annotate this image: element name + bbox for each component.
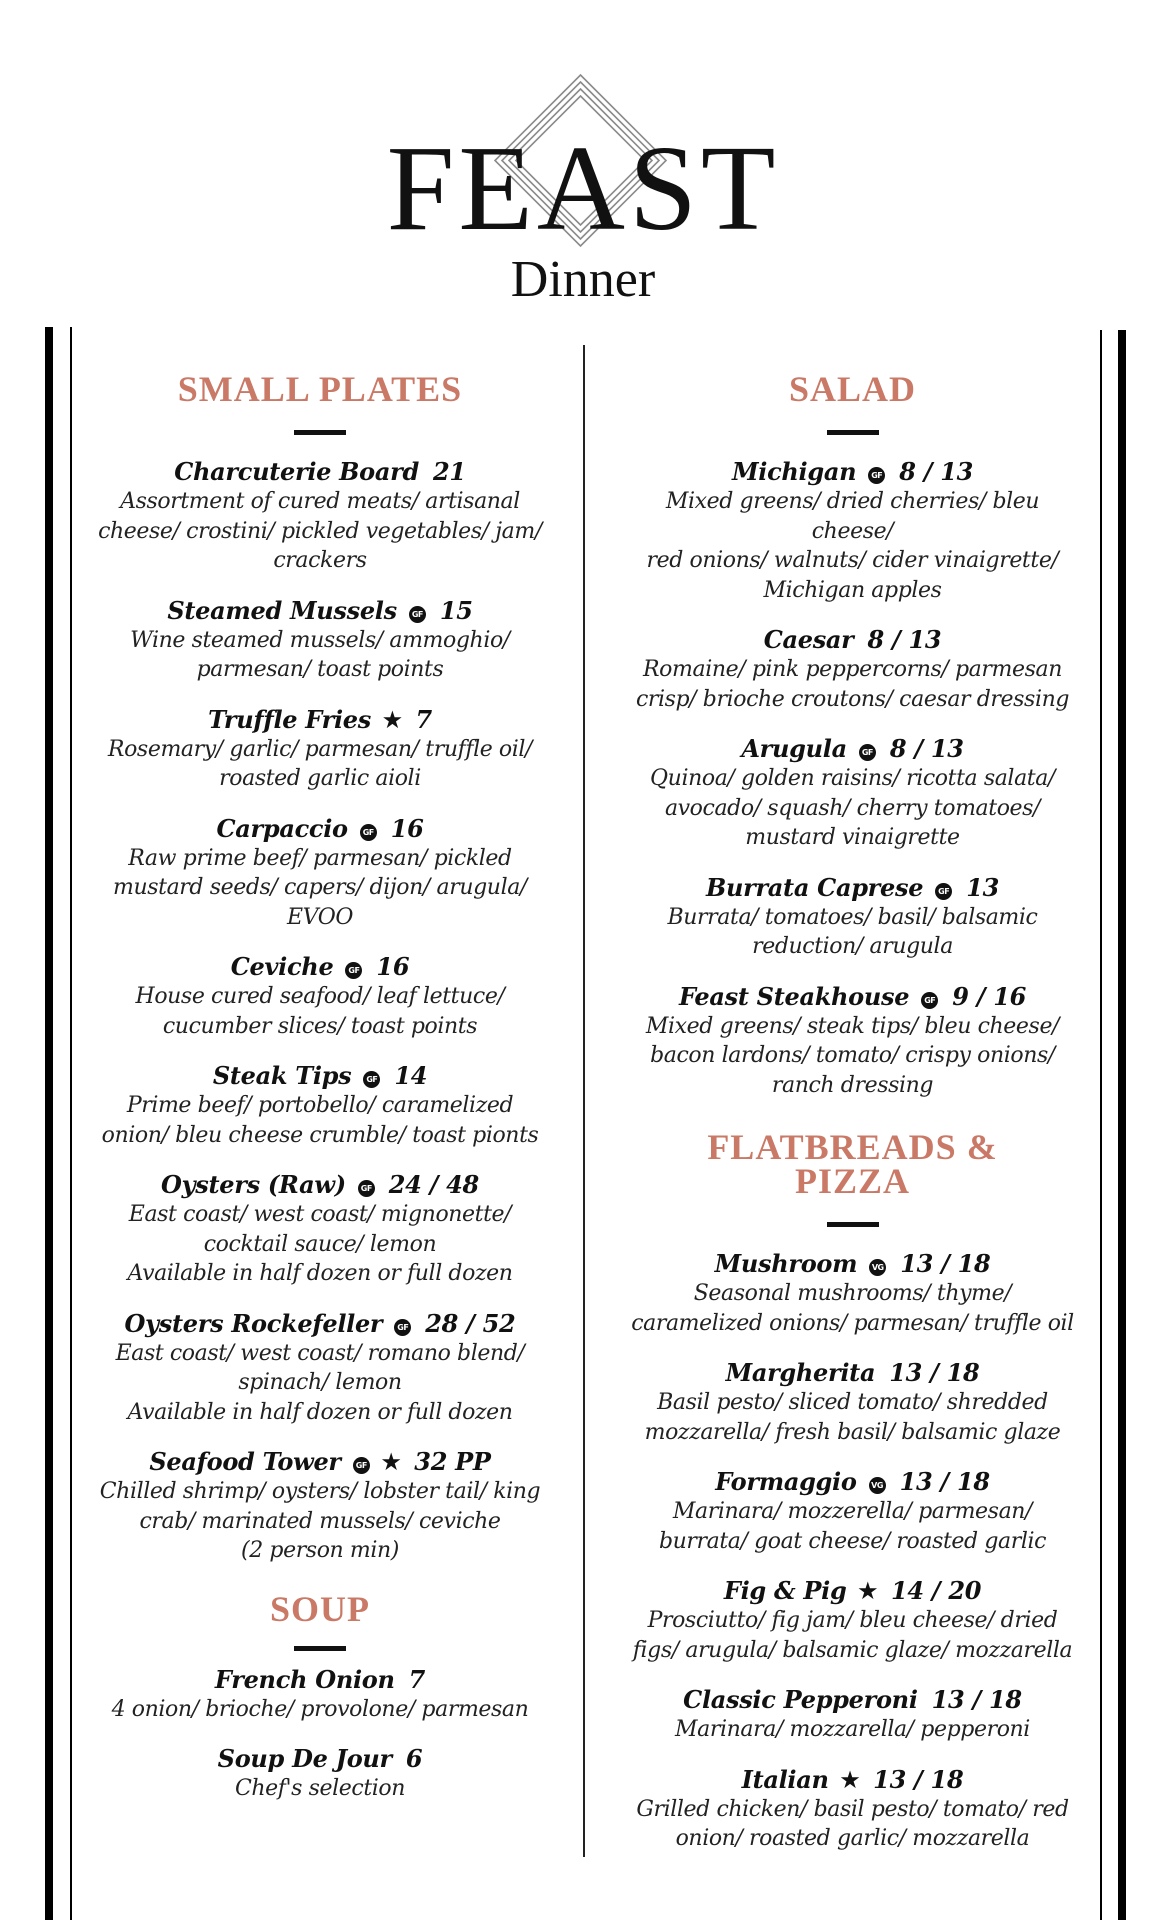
menu-item-description: EVOO [286, 904, 354, 930]
section-title-small-plates: SMALL PLATES [177, 369, 463, 409]
section-title-flatbreads [625, 1127, 1080, 1201]
menu-item-description: spinach/ lemon [238, 1370, 402, 1395]
menu-item-name: Fig & Pig [723, 1576, 847, 1605]
gluten-free-badge-icon: GF [868, 467, 885, 484]
menu-item [625, 1467, 1080, 1556]
frame-bar-right-thin [1100, 330, 1102, 1920]
menu-item [95, 1447, 545, 1566]
gluten-free-badge-icon: GF [921, 992, 938, 1009]
menu-item-name: Oysters (Raw) [161, 1170, 346, 1199]
menu-item-description: reduction/ arugula [752, 934, 953, 959]
menu-item-header [95, 1665, 545, 1695]
menu-item-header [95, 457, 545, 487]
menu-item-description: (2 person min) [241, 1538, 399, 1563]
section-soup [95, 1588, 545, 1804]
menu-item [625, 873, 1080, 962]
menu-item-price: 6 [405, 1744, 423, 1773]
section-title-flatbreads-line-2: PIZZA [794, 1161, 911, 1201]
menu-item [625, 734, 1080, 853]
menu-item-name: Caesar [763, 625, 854, 654]
gluten-free-badge-icon: GF [935, 883, 952, 900]
menu-item [95, 1061, 545, 1150]
menu-item-price: 28 / 52 [425, 1308, 516, 1338]
menu-item-name: Italian [741, 1764, 829, 1794]
menu-item [95, 1170, 545, 1289]
menu-item-header [95, 596, 545, 626]
menu-item-header [625, 1765, 1080, 1795]
menu-item-description: Assortment of cured meats/ artisanal [120, 489, 520, 514]
menu-item-price: 13 / 18 [931, 1685, 1022, 1714]
menu-item-description: East coast/ west coast/ mignonette/ [128, 1202, 512, 1227]
menu-item-header [625, 1467, 1080, 1497]
menu-item-name: Seafood Tower [149, 1447, 341, 1476]
menu-item [625, 1249, 1080, 1338]
frame-bar-left-thin [70, 327, 72, 1920]
vegetarian-badge-icon: VG [869, 1477, 886, 1494]
star-icon: ★ [840, 1766, 860, 1792]
frame-bar-left-thick [45, 327, 53, 1920]
menu-item-description: caramelized onions/ parmesan/ truffle oil [631, 1310, 1074, 1336]
menu-item-description: ranch dressing [771, 1072, 934, 1098]
menu-item-description: Chilled shrimp/ oysters/ lobster tail/ king [99, 1479, 541, 1504]
section-rule [827, 1222, 879, 1227]
menu-item [95, 1309, 545, 1428]
menu-item-description: Marinara/ mozzarella/ pepperoni [675, 1717, 1030, 1742]
menu-item-description: Burrata/ tomatoes/ basil/ balsamic [667, 904, 1038, 930]
menu-item-header [625, 1576, 1080, 1606]
column-divider [583, 345, 585, 1857]
menu-item-description: figs/ arugula/ balsamic glaze/ mozzarella [632, 1637, 1073, 1663]
menu-item-description: onion/ roasted garlic/ mozzarella [675, 1826, 1030, 1851]
menu-item [95, 705, 545, 794]
menu-item-price: 13 / 18 [873, 1764, 964, 1794]
menu-item-name: Steamed Mussels [167, 595, 397, 625]
menu-item-name: Steak Tips [212, 1061, 352, 1090]
menu-item-header [95, 705, 545, 735]
gluten-free-badge-icon: GF [360, 824, 377, 841]
menu-item-description: East coast/ west coast/ romano blend/ [115, 1340, 525, 1366]
menu-item-name: Arugula [741, 734, 847, 763]
menu-item-price: 7 [408, 1664, 426, 1694]
menu-item [625, 457, 1080, 605]
menu-item [625, 1685, 1080, 1745]
menu-item-description: Prime beef/ portobello/ caramelized [126, 1093, 514, 1118]
star-icon: ★ [382, 706, 402, 732]
menu-item-description: Available in half dozen or full dozen [127, 1399, 513, 1425]
menu-item-header [95, 1170, 545, 1200]
menu-list-soup [95, 1665, 545, 1804]
menu-item-price: 13 / 18 [889, 1358, 980, 1387]
menu-item-price: 8 / 13 [899, 457, 974, 486]
section-salad [625, 369, 1080, 1100]
menu-item-description: Mixed greens/ dried cherries/ bleu cheese/ [665, 489, 1040, 544]
menu-item-price: 14 / 20 [890, 1576, 982, 1605]
frame-bar-right-thick [1118, 330, 1126, 1920]
menu-item-price: 24 / 48 [388, 1170, 479, 1199]
menu-item [95, 952, 545, 1041]
left-column [95, 369, 545, 1824]
menu-item-name: Oysters Rockefeller [124, 1308, 383, 1338]
section-rule [294, 430, 346, 435]
menu-item-header [625, 873, 1080, 903]
menu-item-description: roasted garlic aioli [219, 766, 421, 791]
menu-list-flatbreads [625, 1249, 1080, 1854]
menu-item-price: 21 [432, 457, 466, 486]
menu-item-description: mustard seeds/ capers/ dijon/ arugula/ [113, 875, 527, 900]
menu-item-name: French Onion [214, 1664, 395, 1694]
menu-item-header [95, 1447, 545, 1477]
menu-item-price: 8 / 13 [889, 734, 964, 763]
menu-item-header [625, 1685, 1080, 1715]
menu-item-header [95, 952, 545, 982]
menu-item-price: 32 PP [414, 1447, 491, 1476]
menu-item-description: avocado/ squash/ cherry tomatoes/ [664, 795, 1041, 821]
section-title-salad: SALAD [788, 369, 917, 409]
menu-item-description: crackers [273, 548, 367, 573]
gluten-free-badge-icon: GF [394, 1319, 411, 1336]
menu-item-header [625, 734, 1080, 764]
section-small-plates [95, 369, 545, 1566]
menu-item-description: Romaine/ pink peppercorns/ parmesan [643, 657, 1062, 682]
menu-item-name: Charcuterie Board [174, 457, 419, 486]
menu-item-description: House cured seafood/ leaf lettuce/ [135, 984, 505, 1009]
menu-list-salad [625, 457, 1080, 1100]
menu-item-name: Classic Pepperoni [683, 1685, 918, 1714]
menu-item-description: Marinara/ mozzerella/ parmesan/ [672, 1499, 1033, 1524]
section-flatbreads [625, 1127, 1080, 1854]
menu-item-header [625, 982, 1080, 1012]
menu-item-description: burrata/ goat cheese/ roasted garlic [658, 1528, 1047, 1554]
menu-item-price: 7 [415, 704, 432, 734]
menu-item-price: 16 [376, 952, 410, 981]
section-title-flatbreads-line-1: FLATBREADS & [707, 1127, 998, 1167]
menu-item-description: cocktail sauce/ lemon [203, 1231, 437, 1257]
menu-item-header [625, 625, 1080, 655]
menu-item-name: Burrata Caprese [705, 872, 924, 902]
menu-item [95, 596, 545, 685]
menu-item-description: Basil pesto/ sliced tomato/ shredded [657, 1390, 1048, 1415]
star-icon: ★ [858, 1578, 877, 1603]
menu-item-description: mozzarella/ fresh basil/ balsamic glaze [644, 1419, 1061, 1445]
menu-item-price: 16 [390, 813, 424, 843]
menu-item-price: 13 [966, 872, 999, 902]
gluten-free-badge-icon: GF [363, 1071, 380, 1088]
menu-item-description: mustard vinaigrette [745, 825, 960, 850]
brand-title: FEAST [386, 121, 780, 256]
menu-item-price: 15 [439, 595, 473, 625]
menu-item-description: Chef's selection [234, 1776, 406, 1801]
menu-item-description: parmesan/ toast points [196, 657, 444, 682]
menu-item-description: Prosciutto/ fig jam/ bleu cheese/ dried [647, 1608, 1058, 1633]
menu-item [625, 1358, 1080, 1447]
menu-item-description: bacon lardons/ tomato/ crispy onions/ [650, 1043, 1055, 1068]
menu-item-description: onion/ bleu cheese crumble/ toast pionts [101, 1122, 539, 1148]
menu-item-header [95, 1744, 545, 1774]
menu-item-header [95, 1061, 545, 1091]
brand-subtitle: Dinner [510, 251, 656, 308]
menu-item [95, 457, 545, 576]
menu-item [625, 1765, 1080, 1854]
menu-item-header [625, 457, 1080, 487]
gluten-free-badge-icon: GF [353, 1457, 370, 1474]
menu-item-description: Quinoa/ golden raisins/ ricotta salata/ [650, 766, 1055, 791]
menu-item-header [95, 1309, 545, 1339]
menu-item-description: Wine steamed mussels/ ammoghio/ [130, 627, 510, 653]
menu-item-description: Rosemary/ garlic/ parmesan/ truffle oil/ [107, 736, 533, 762]
menu-item-price: 13 / 18 [900, 1249, 991, 1278]
menu-item [95, 1744, 545, 1804]
menu-item-description: Grilled chicken/ basil pesto/ tomato/ red [636, 1796, 1069, 1822]
menu-item-name: Ceviche [230, 952, 334, 981]
gluten-free-badge-icon: GF [409, 606, 426, 623]
star-icon: ★ [381, 1449, 401, 1474]
menu-item-description: Available in half dozen or full dozen [127, 1261, 513, 1286]
menu-item-price: 8 / 13 [867, 625, 942, 654]
menu-item-description: cheese/ crostini/ pickled vegetables/ jam/ [98, 518, 542, 544]
gluten-free-badge-icon: GF [859, 744, 876, 761]
section-title-soup: SOUP [269, 1588, 370, 1629]
menu-item-header [625, 1249, 1080, 1279]
menu-item-description: Michigan apples [763, 577, 942, 603]
menu-item-description: Raw prime beef/ parmesan/ pickled [128, 845, 512, 871]
menu-item-name: Mushroom [714, 1249, 858, 1278]
menu-item-name: Margherita [725, 1358, 876, 1387]
menu-item-description: Seasonal mushrooms/ thyme/ [693, 1281, 1012, 1306]
menu-item-name: Feast Steakhouse [678, 981, 910, 1011]
section-rule [827, 430, 879, 435]
menu-item-header [95, 814, 545, 844]
menu-item-name: Soup De Jour [217, 1744, 392, 1773]
gluten-free-badge-icon: GF [345, 962, 362, 979]
menu-item-name: Truffle Fries [208, 704, 371, 734]
menu-item-name: Carpaccio [216, 813, 348, 843]
menu-item [625, 625, 1080, 714]
vegetarian-badge-icon: VG [869, 1259, 886, 1276]
menu-item-description: 4 onion/ brioche/ provolone/ parmesan [111, 1696, 529, 1722]
menu-item-description: crab/ marinated mussels/ ceviche [139, 1508, 501, 1534]
menu-item-header [625, 1358, 1080, 1388]
menu-item-name: Formaggio [715, 1467, 857, 1496]
menu-item-description: cucumber slices/ toast points [162, 1013, 478, 1039]
menu-item [95, 1665, 545, 1725]
menu-item [625, 982, 1080, 1101]
section-rule [294, 1646, 346, 1651]
gluten-free-badge-icon: GF [358, 1180, 375, 1197]
menu-item-name: Michigan [731, 457, 857, 486]
right-column [625, 369, 1080, 1874]
menu-item-price: 9 / 16 [952, 981, 1027, 1011]
menu-item-price: 14 [394, 1061, 428, 1090]
menu-item [625, 1576, 1080, 1665]
menu-item-description: Mixed greens/ steak tips/ bleu cheese/ [645, 1013, 1060, 1039]
menu-item-price: 13 / 18 [899, 1467, 990, 1496]
menu-list-small-plates [95, 457, 545, 1566]
menu-item [95, 814, 545, 933]
menu-item-description: crisp/ brioche croutons/ caesar dressing [635, 686, 1070, 712]
menu-item-description: red onions/ walnuts/ cider vinaigrette/ [646, 548, 1059, 573]
